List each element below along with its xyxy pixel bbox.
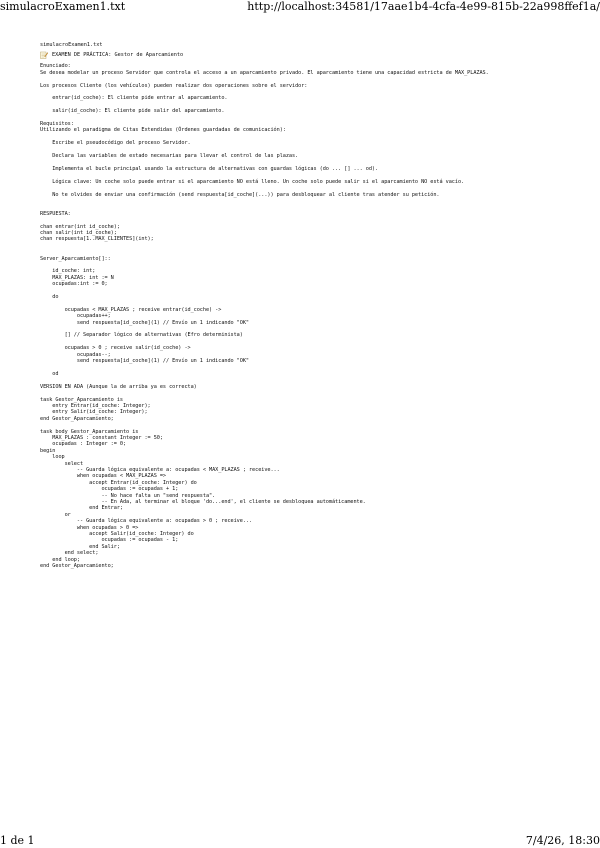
page-number: 1 de 1: [0, 834, 35, 847]
document-tab-title: simulacroExamen1.txt: [0, 0, 126, 13]
document-text: Enunciado: Se desea modelar un proceso Servidor que controla el acceso a un aparcamiento privado. El aparcamiento tiene una capacidad estricta de MAX_PLAZAS. Los procesos Cliente (los vehículos) pueden realizar dos operaciones sobre el servidor: entrar(id_coche): El cliente pide entrar al aparcamiento. salir(id_coche): El cliente pide salir del aparcamiento. Requisitos: Utilizando el paradigma de Citas Extendidas (Órdenes guardadas de comunicación): Escribe el pseudocódigo del proceso Servidor. Declara las variables de estado necesarias para llevar el control de las plazas. Implementa el bucle principal usando la estructura de alternativas con guardas lógicas (do ... [] ... od). Lógica clave: Un coche solo puede entrar si el aparcamiento NO está lleno. Un coche solo puede salir si el aparcamiento NO está vacío. No te olvides de enviar una confirmación (send respuesta[id_coche](...)) para desbloquear al cliente tras atender su petición. RESPUESTA: chan entrar(int id_coche); chan salir(int id_coche); chan respuesta[1..MAX_CLIENTES](int); Server_Aparcamiento[]:: id_coche: int; MAX_PLAZAS: int := N ocupadas:int := 0; do ocupadas < MAX_PLAZAS ; receive entrar(id_coche) -> ocupadas++; send respuesta[id_coche](1) // Envío un 1 indicando "OK" [] // Separador lógico de alternativas (Efro determinista) ocupadas > 0 ; receive salir(id_coche) -> ocupadas--; send respuesta[id_coche](1) // Envío un 1 indicando "OK" od VERSION EN ADA (Aunque la de arriba ya es correcta) task Gestor_Aparcamiento is entry Entrar(id_coche: Integer); entry Salir(id_coche: Integer); end Gestor_Aparcamiento; task body Gestor_Aparcamiento is MAX_PLAZAS : constant Integer := 50; ocupadas : Integer := 0; begin loop select -- Guarda lógica equivalente a: ocupadas < MAX_PLAZAS ; receive... when ocupadas < MAX_PLAZAS => accept Entrar(id_coche: Integer) do ocupadas := ocupadas + 1; -- No hace falta un "send respuesta". -- En Ada, al terminar el bloque 'do...end', el cliente se desbloquea automáticamente. end Entrar; or -- Guarda lógica equivalente a: ocupadas > 0 ; receive... when ocupadas > 0 => accept Salir(id_coche: Integer) do ocupadas := ocupadas - 1; end Salir; end select; end loop; end Gestor_Aparcamiento;: [40, 63, 489, 570]
document-title: EXAMEN DE PRÁCTICA: Gestor de Aparcamiento: [52, 52, 184, 59]
note-pencil-icon: [40, 51, 48, 59]
print-datetime: 7/4/26, 18:30: [525, 834, 600, 847]
print-footer: [0, 834, 600, 848]
document-body: [40, 42, 580, 570]
document-filename: simulacroExamen1.txt: [40, 42, 103, 48]
document-url: http://localhost:34581/17aae1b4-4cfa-4e99-815b-22a998ffef1a/: [247, 0, 600, 13]
print-header: [0, 0, 600, 14]
document-title-row: [40, 51, 580, 59]
